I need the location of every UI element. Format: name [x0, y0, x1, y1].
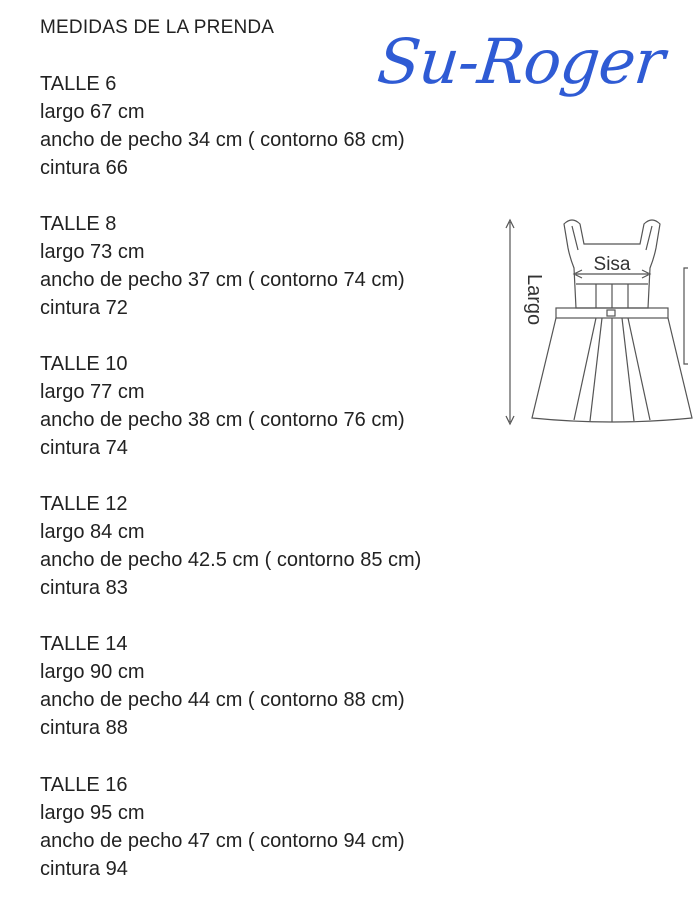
waist-measure: cintura 94: [40, 858, 128, 880]
chest-measure: ancho de pecho 44 cm ( contorno 88 cm): [40, 689, 405, 711]
largo-measure: largo 90 cm: [40, 661, 145, 683]
largo-measure: largo 84 cm: [40, 521, 145, 543]
largo-measure: largo 67 cm: [40, 101, 145, 123]
dress-diagram: [498, 196, 698, 431]
chest-measure: ancho de pecho 47 cm ( contorno 94 cm): [40, 830, 405, 852]
size-title: TALLE 8: [40, 213, 117, 235]
page-title: MEDIDAS DE LA PRENDA: [40, 17, 275, 38]
largo-label: Largo: [523, 274, 545, 326]
size-block-10: [40, 350, 405, 462]
size-title: TALLE 6: [40, 73, 117, 95]
largo-measure: largo 73 cm: [40, 241, 145, 263]
side-bracket: [684, 268, 688, 364]
size-title: TALLE 16: [40, 774, 128, 796]
sisa-label: Sisa: [593, 254, 631, 275]
largo-measure: largo 77 cm: [40, 381, 145, 403]
chest-measure: ancho de pecho 37 cm ( contorno 74 cm): [40, 269, 405, 291]
waist-measure: cintura 66: [40, 157, 128, 179]
chest-measure: ancho de pecho 38 cm ( contorno 76 cm): [40, 409, 405, 431]
size-block-8: [40, 210, 405, 322]
waist-measure: cintura 83: [40, 577, 128, 599]
brand-logo: Su-Roger: [374, 25, 668, 98]
waist-measure: cintura 74: [40, 437, 128, 459]
size-block-6: [40, 70, 405, 182]
size-block-14: [40, 630, 405, 742]
size-title: TALLE 10: [40, 353, 128, 375]
waist-measure: cintura 88: [40, 717, 128, 739]
size-block-12: [40, 490, 421, 602]
waist-measure: cintura 72: [40, 297, 128, 319]
size-title: TALLE 14: [40, 633, 128, 655]
belt-buckle: [607, 310, 615, 316]
chest-measure: ancho de pecho 42.5 cm ( contorno 85 cm): [40, 549, 422, 571]
size-block-16: [40, 771, 405, 883]
strap-inner-lines: [572, 226, 652, 250]
chest-measure: ancho de pecho 34 cm ( contorno 68 cm): [40, 129, 405, 151]
largo-measure: largo 95 cm: [40, 802, 145, 824]
size-title: TALLE 12: [40, 493, 128, 515]
